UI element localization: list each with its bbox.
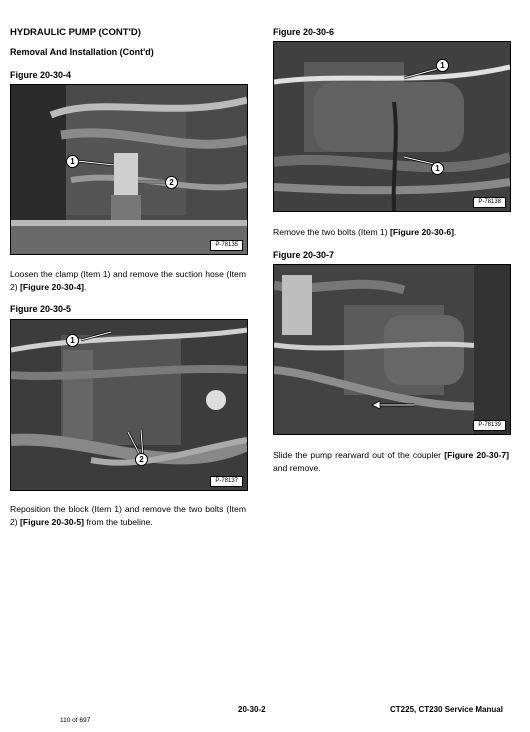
subsection-title: Removal And Installation (Cont'd) xyxy=(10,47,154,57)
figure-title: Figure 20-30-7 xyxy=(273,250,335,260)
photo-code: P-78139 xyxy=(473,420,506,431)
photo-illustration xyxy=(274,265,510,434)
figure-title: Figure 20-30-5 xyxy=(10,304,72,314)
callout-1: 1 xyxy=(431,162,444,175)
section-title: HYDRAULIC PUMP (CONT'D) xyxy=(10,27,141,38)
instruction-paragraph: Loosen the clamp (Item 1) and remove the suction hose (Item 2) [Figure 20-30-4]. xyxy=(10,269,246,292)
figure-title: Figure 20-30-6 xyxy=(273,27,335,37)
figure-photo xyxy=(273,41,511,212)
figure-title: Figure 20-30-4 xyxy=(10,70,72,80)
callout-1: 1 xyxy=(66,155,79,168)
instruction-paragraph: Slide the pump rearward out of the coupler [Figure 20-30-7] and remove. xyxy=(273,450,509,473)
photo-code: P-78135 xyxy=(210,240,243,251)
figure-photo xyxy=(273,264,511,435)
photo-illustration xyxy=(11,320,247,490)
page-number: 20-30-2 xyxy=(238,705,266,714)
instruction-paragraph: Reposition the block (Item 1) and remove the two bolts (Item 2) [Figure 20-30-5] from the tubeline. xyxy=(10,504,246,527)
photo-illustration xyxy=(274,42,510,211)
manual-title: CT225, CT230 Service Manual xyxy=(390,705,503,714)
photo-code: P-78138 xyxy=(473,197,506,208)
figure-photo xyxy=(10,319,248,491)
callout-2: 2 xyxy=(165,176,178,189)
callout-1: 1 xyxy=(66,334,79,347)
callout-2: 2 xyxy=(135,453,148,466)
photo-illustration xyxy=(11,85,247,254)
figure-photo xyxy=(10,84,248,255)
photo-code: P-78137 xyxy=(210,476,243,487)
callout-1: 1 xyxy=(436,59,449,72)
instruction-paragraph: Remove the two bolts (Item 1) [Figure 20-30-6]. xyxy=(273,227,457,237)
page-count: 110 of 697 xyxy=(60,717,91,724)
